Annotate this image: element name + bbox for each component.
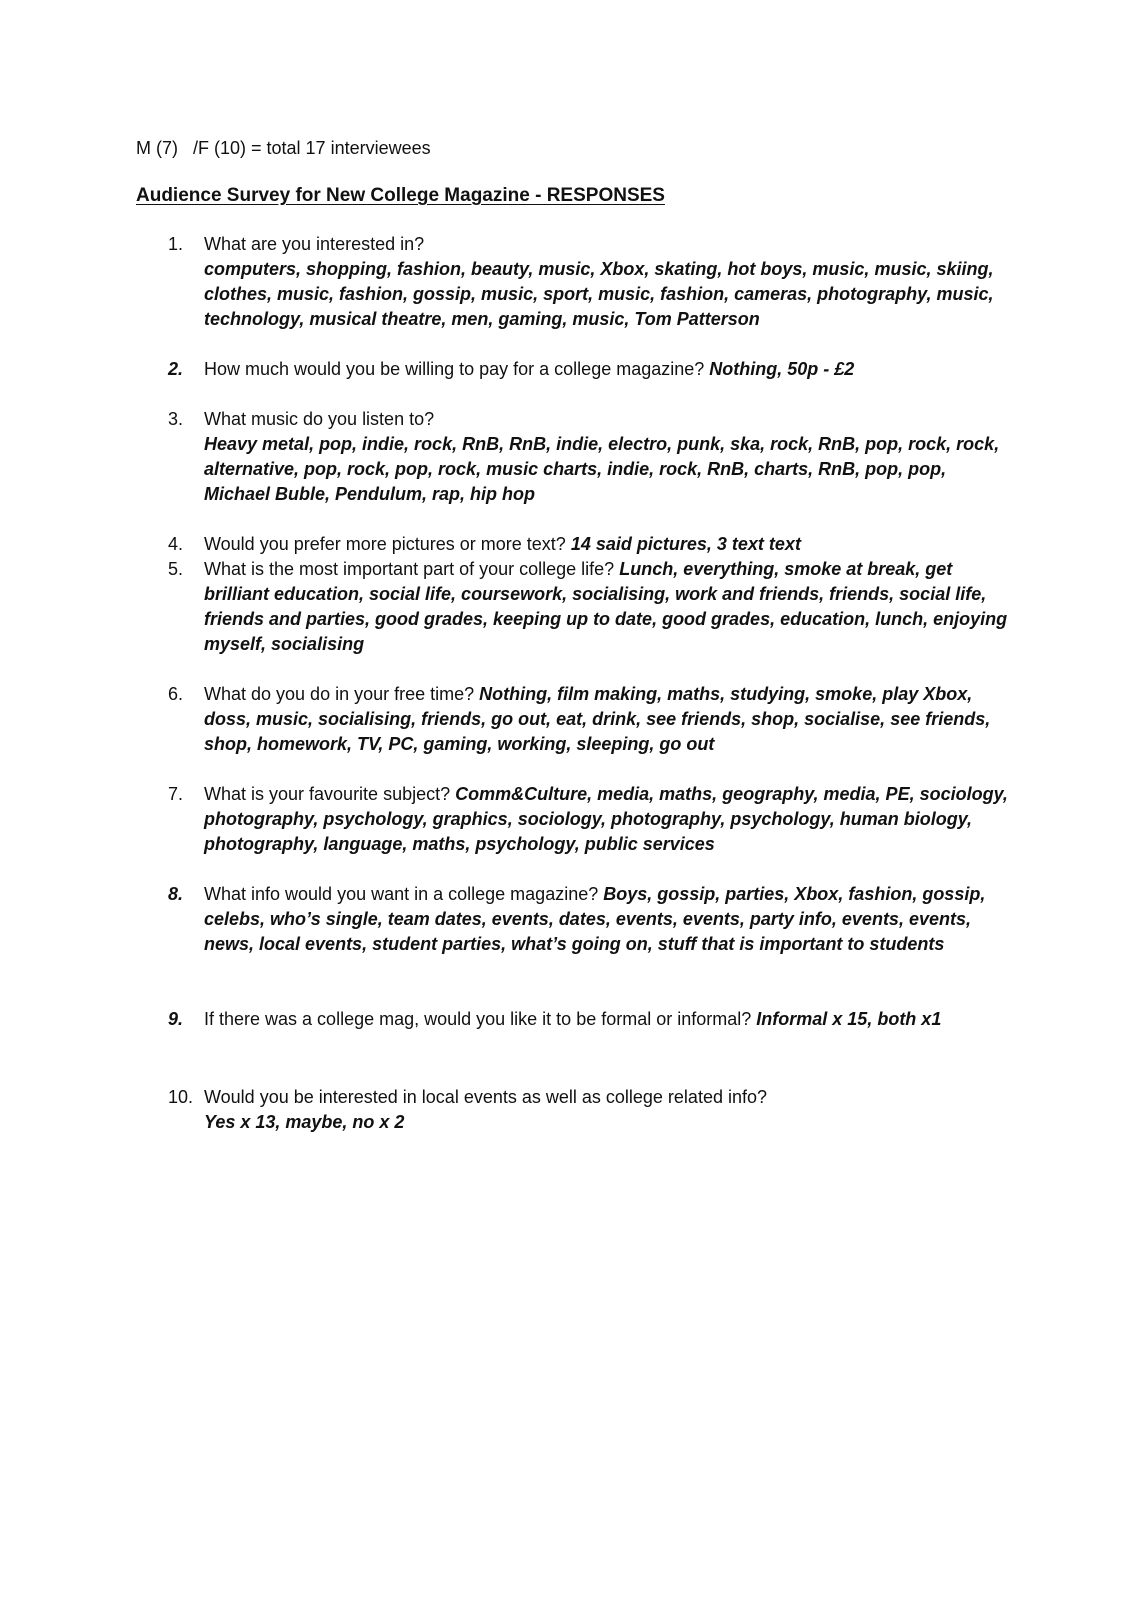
question-item-8: [168, 882, 1008, 957]
question-item-7: [168, 782, 1008, 857]
question-number: 10.: [168, 1087, 194, 1107]
question-text: What are you interested in?: [204, 234, 425, 254]
question-item-3: [168, 407, 1008, 507]
answer-text: Nothing, film making, maths, studying, smoke, play Xbox, doss, music, socialising, friends, go out, eat, drink, see friends, shop, socialise, see friends, shop, homework, TV, PC, gaming, working, sleeping, go out: [204, 684, 991, 754]
question-item-5: [168, 557, 1008, 657]
question-text: Would you prefer more pictures or more text?: [204, 534, 566, 554]
answer-text: Lunch, everything, smoke at break, get brilliant education, social life, coursework, socialising, work and friends, friends, social life, friends and parties, good grades, keeping up to date, good grades, education, lunch, enjoying myself, socialising: [204, 559, 1008, 654]
question-number: 9.: [168, 1009, 184, 1029]
answer-text: 14 said pictures, 3 text text: [570, 534, 801, 554]
question-item-2: [168, 357, 1008, 382]
answer-text: computers, shopping, fashion, beauty, music, Xbox, skating, hot boys, music, music, skiing, clothes, music, fashion, gossip, music, sport, music, fashion, cameras, photography, music, technology, musical theatre, men, gaming, music, Tom Patterson: [204, 259, 994, 329]
question-number: 6.: [168, 684, 184, 704]
question-number: 4.: [168, 534, 184, 554]
question-text: If there was a college mag, would you like it to be formal or informal?: [204, 1009, 752, 1029]
question-text: Would you be interested in local events as well as college related info?: [204, 1087, 768, 1107]
question-text: What info would you want in a college magazine?: [204, 884, 599, 904]
question-number: 2.: [168, 359, 184, 379]
answer-text: Comm&Culture, media, maths, geography, media, PE, sociology, photography, psychology, graphics, sociology, photography, psychology, human biology, photography, language, maths, psychology, public services: [204, 784, 1008, 854]
survey-title: Audience Survey for New College Magazine - RESPONSES: [136, 185, 665, 206]
question-text: How much would you be willing to pay for a college magazine?: [204, 359, 705, 379]
answer-text: Heavy metal, pop, indie, rock, RnB, RnB, indie, electro, punk, ska, rock, RnB, pop, rock, rock, alternative, pop, rock, pop, rock, music charts, indie, rock, RnB, charts, RnB, pop, pop, Michael Buble, Pendulum, rap, hip hop: [204, 434, 1000, 504]
answer-text: Yes x 13, maybe, no x 2: [204, 1112, 405, 1132]
question-item-9: [168, 1007, 1008, 1032]
question-number: 1.: [168, 234, 184, 254]
question-number: 3.: [168, 409, 184, 429]
question-number: 5.: [168, 559, 184, 579]
question-number: 8.: [168, 884, 184, 904]
answer-text: Boys, gossip, parties, Xbox, fashion, gossip, celebs, who’s single, team dates, events, dates, events, events, party info, events, events, news, local events, student parties, what’s going on, stuff that is important to students: [204, 884, 986, 954]
question-text: What is your favourite subject?: [204, 784, 451, 804]
question-number: 7.: [168, 784, 184, 804]
interviewee-summary: M (7) /F (10) = total 17 interviewees: [136, 138, 431, 158]
question-text: What is the most important part of your college life?: [204, 559, 615, 579]
question-item-4: [168, 532, 1008, 557]
question-text: What music do you listen to?: [204, 409, 435, 429]
question-item-10: [168, 1085, 1008, 1135]
answer-text: Nothing, 50p - £2: [709, 359, 855, 379]
question-item-1: [168, 232, 1008, 332]
question-text: What do you do in your free time?: [204, 684, 475, 704]
answer-text: Informal x 15, both x1: [756, 1009, 942, 1029]
question-item-6: [168, 682, 1008, 757]
